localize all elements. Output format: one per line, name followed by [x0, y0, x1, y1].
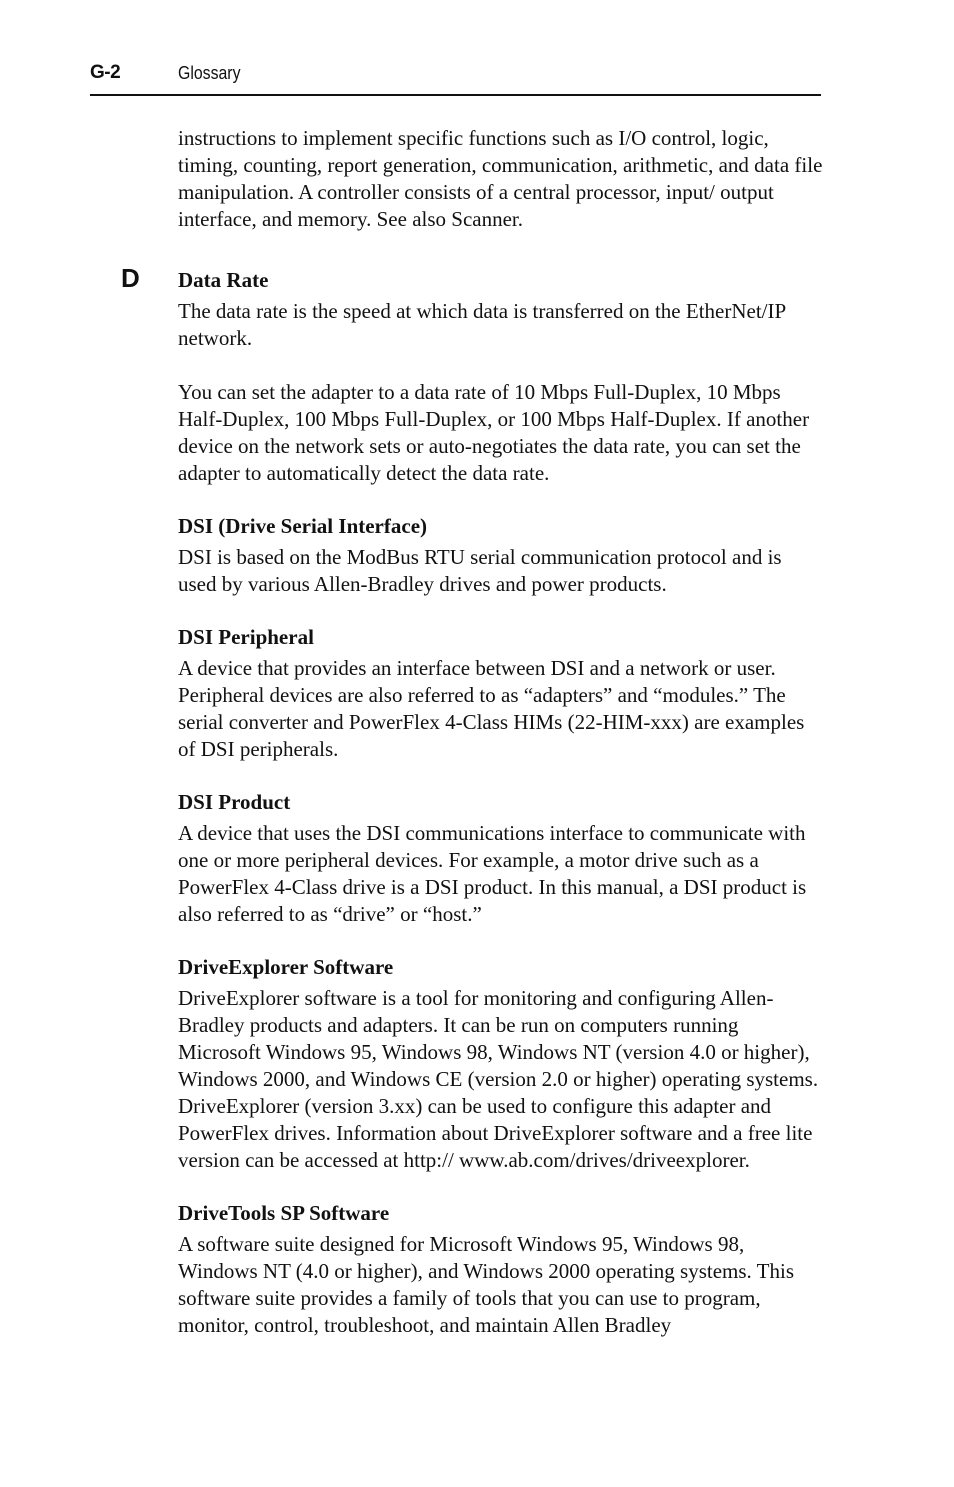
glossary-entry-drivetools	[178, 1200, 823, 1339]
glossary-definition: The data rate is the speed at which data is transferred on the EtherNet/IP network.	[178, 299, 786, 350]
intro-paragraph: instructions to implement specific functions such as I/O control, logic, timing, counting, report generation, communication, arithmetic, and data file manipulation. A controller consists of a central processor, input/ output interface, and memory. See also Scanner.	[178, 126, 823, 231]
glossary-term: Data Rate	[178, 268, 269, 292]
glossary-entry-dsi-peripheral	[178, 624, 823, 763]
glossary-term: DriveTools SP Software	[178, 1201, 390, 1225]
page-number: G-2	[90, 62, 121, 83]
glossary-term: DSI Peripheral	[178, 625, 314, 649]
glossary-entry-dsi-product	[178, 789, 823, 928]
glossary-term: DSI Product	[178, 790, 291, 814]
glossary-definition: A software suite designed for Microsoft Windows 95, Windows 98, Windows NT (4.0 or higher), and Windows 2000 operating systems. This software suite provides a family of tools that you can use to program, monitor, control, troubleshoot, and maintain Allen Bradley	[178, 1232, 795, 1337]
glossary-definition: You can set the adapter to a data rate of 10 Mbps Full-Duplex, 10 Mbps Half-Duplex, 100 Mbps Full-Duplex, or 100 Mbps Half-Duplex. If another device on the network sets or auto-negotiates the data rate, you can set the adapter to automatically detect the data rate.	[178, 380, 810, 485]
glossary-definition: DSI is based on the ModBus RTU serial communication protocol and is used by various Allen-Bradley drives and power products.	[178, 545, 782, 596]
glossary-definition: DriveExplorer software is a tool for monitoring and configuring Allen-Bradley products and adapters. It can be run on computers running Microsoft Windows 95, Windows 98, Windows NT (version 4.0 or higher), Windows 2000, and Windows CE (version 2.0 or higher) operating systems. DriveExplorer (version 3.xx) can be used to configure this adapter and PowerFlex drives. Information about DriveExplorer software and a free lite version can be accessed at http:// www.ab.com/drives/driveexplorer.	[178, 986, 819, 1172]
glossary-entry-data-rate	[178, 267, 823, 487]
glossary-term: DriveExplorer Software	[178, 955, 394, 979]
glossary-term: DSI (Drive Serial Interface)	[178, 514, 428, 538]
page-header	[90, 60, 821, 96]
glossary-entry-driveexplorer	[178, 954, 823, 1174]
glossary-entry-dsi	[178, 513, 823, 598]
glossary-definition: A device that provides an interface between DSI and a network or user. Peripheral devices are also referred to as “adapters” and “modules.” The serial converter and PowerFlex 4-Class HIMs (22-HIM-xxx) are examples of DSI peripherals.	[178, 656, 805, 761]
glossary-definition: A device that uses the DSI communications interface to communicate with one or more peripheral devices. For example, a motor drive such as a PowerFlex 4-Class drive is a DSI product. In this manual, a DSI product is also referred to as “drive” or “host.”	[178, 821, 807, 926]
section-title: Glossary	[178, 63, 241, 83]
glossary-body	[178, 125, 823, 1365]
glossary-letter-marker: D	[121, 263, 140, 293]
